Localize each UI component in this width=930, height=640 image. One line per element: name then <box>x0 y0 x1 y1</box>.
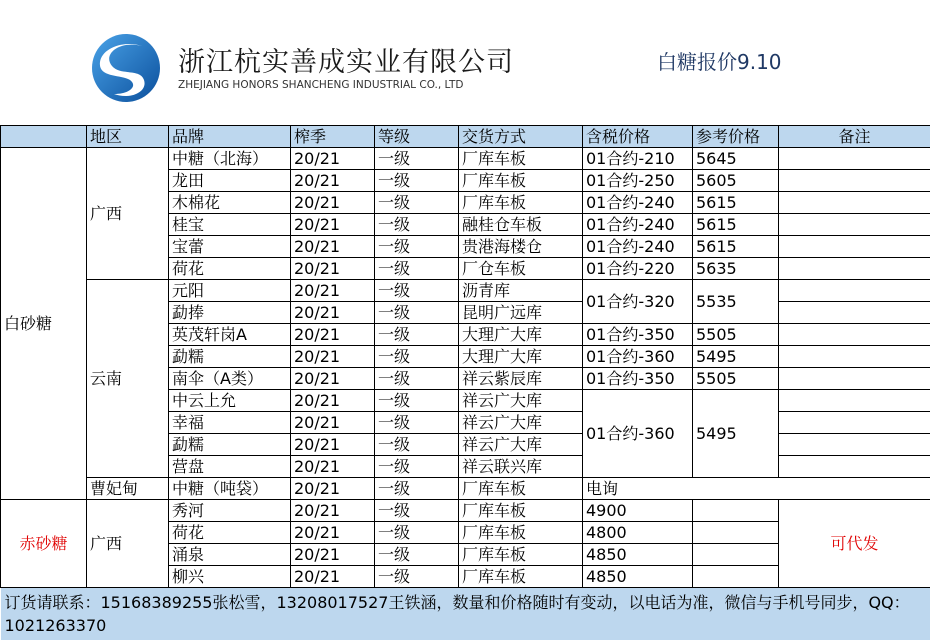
cell-grade: 一级 <box>375 544 459 566</box>
company-name-en: ZHEJIANG HONORS SHANCHENG INDUSTRIAL CO., LTD <box>178 79 463 91</box>
cell-brand: 荷花 <box>169 522 291 544</box>
cell-grade: 一级 <box>375 390 459 412</box>
cell-season: 20/21 <box>291 214 375 236</box>
cell-tax-price: 01合约-360 <box>583 390 693 478</box>
cell-grade: 一级 <box>375 258 459 280</box>
cell-delivery: 厂库车板 <box>459 544 583 566</box>
cell-season: 20/21 <box>291 412 375 434</box>
cell-season: 20/21 <box>291 192 375 214</box>
cell-grade: 一级 <box>375 324 459 346</box>
cell-brand: 英茂轩岗A <box>169 324 291 346</box>
cell-season: 20/21 <box>291 500 375 522</box>
cell-ref-price: 5605 <box>693 170 779 192</box>
cell-remark <box>779 192 930 214</box>
cell-ref-price: 5615 <box>693 214 779 236</box>
cell-tax-price: 4800 <box>583 522 693 544</box>
header-season: 榨季 <box>291 126 375 148</box>
cell-brand: 勐糯 <box>169 434 291 456</box>
cell-brand: 木棉花 <box>169 192 291 214</box>
cell-ref-price: 5495 <box>693 390 779 478</box>
cell-brand: 宝蕾 <box>169 236 291 258</box>
letterhead <box>0 0 930 125</box>
cell-remark <box>779 280 930 302</box>
region-yunnan: 云南 <box>87 280 169 478</box>
cell-tax-price: 01合约-360 <box>583 346 693 368</box>
cell-delivery: 厂库车板 <box>459 522 583 544</box>
cell-remark <box>779 324 930 346</box>
cell-season: 20/21 <box>291 368 375 390</box>
table-row <box>1 280 930 302</box>
cell-ref-price <box>693 500 779 522</box>
cell-grade: 一级 <box>375 522 459 544</box>
region-guangxi: 广西 <box>87 148 169 280</box>
cell-season: 20/21 <box>291 280 375 302</box>
category-brown-sugar: 赤砂糖 <box>1 500 87 588</box>
cell-delivery: 祥云广大库 <box>459 390 583 412</box>
cell-grade: 一级 <box>375 192 459 214</box>
cell-season: 20/21 <box>291 566 375 588</box>
cell-brand: 龙田 <box>169 170 291 192</box>
cell-ref-price: 5615 <box>693 192 779 214</box>
cell-remark <box>779 214 930 236</box>
cell-ref-price: 5505 <box>693 324 779 346</box>
table-header-row <box>1 126 930 148</box>
cell-brand: 中糖（北海） <box>169 148 291 170</box>
header-tax-price: 含税价格 <box>583 126 693 148</box>
cell-tax-price: 01合约-350 <box>583 324 693 346</box>
cell-grade: 一级 <box>375 456 459 478</box>
cell-delivery: 厂库车板 <box>459 566 583 588</box>
cell-remark <box>779 390 930 412</box>
cell-ref-price <box>693 566 779 588</box>
remark-can-ship: 可代发 <box>779 500 930 588</box>
cell-season: 20/21 <box>291 324 375 346</box>
table-row <box>1 148 930 170</box>
cell-grade: 一级 <box>375 368 459 390</box>
cell-delivery: 大理广大库 <box>459 324 583 346</box>
cell-remark <box>779 368 930 390</box>
price-table <box>0 125 930 640</box>
cell-tax-price: 4850 <box>583 544 693 566</box>
company-name-cn: 浙江杭实善成实业有限公司 <box>178 40 514 79</box>
swirl-logo-icon <box>90 32 162 104</box>
cell-tax-price: 4850 <box>583 566 693 588</box>
cell-delivery: 厂仓车板 <box>459 258 583 280</box>
cell-grade: 一级 <box>375 346 459 368</box>
cell-tax-price: 电询 <box>583 478 930 500</box>
header-delivery: 交货方式 <box>459 126 583 148</box>
cell-season: 20/21 <box>291 434 375 456</box>
table-row <box>1 500 930 522</box>
cell-tax-price: 4900 <box>583 500 693 522</box>
header-category <box>1 126 87 148</box>
cell-brand: 秀河 <box>169 500 291 522</box>
cell-delivery: 厂库车板 <box>459 192 583 214</box>
cell-brand: 桂宝 <box>169 214 291 236</box>
cell-delivery: 贵港海楼仓 <box>459 236 583 258</box>
quote-title: 白糖报价9.10 <box>657 46 782 75</box>
cell-delivery: 厂库车板 <box>459 170 583 192</box>
cell-ref-price: 5615 <box>693 236 779 258</box>
cell-delivery: 厂库车板 <box>459 500 583 522</box>
cell-tax-price: 01合约-240 <box>583 214 693 236</box>
cell-delivery: 大理广大库 <box>459 346 583 368</box>
cell-tax-price: 01合约-210 <box>583 148 693 170</box>
cell-tax-price: 01合约-240 <box>583 236 693 258</box>
cell-delivery: 祥云紫辰库 <box>459 368 583 390</box>
cell-grade: 一级 <box>375 434 459 456</box>
cell-season: 20/21 <box>291 346 375 368</box>
cell-season: 20/21 <box>291 390 375 412</box>
cell-grade: 一级 <box>375 566 459 588</box>
cell-ref-price: 5635 <box>693 258 779 280</box>
cell-grade: 一级 <box>375 478 459 500</box>
cell-ref-price: 5535 <box>693 280 779 324</box>
cell-grade: 一级 <box>375 214 459 236</box>
cell-brand: 荷花 <box>169 258 291 280</box>
region-guangxi-brown: 广西 <box>87 500 169 588</box>
cell-ref-price <box>693 544 779 566</box>
cell-remark <box>779 170 930 192</box>
cell-season: 20/21 <box>291 148 375 170</box>
cell-delivery: 祥云联兴库 <box>459 456 583 478</box>
cell-brand: 中云上允 <box>169 390 291 412</box>
cell-grade: 一级 <box>375 500 459 522</box>
cell-season: 20/21 <box>291 302 375 324</box>
cell-delivery: 厂库车板 <box>459 478 583 500</box>
cell-season: 20/21 <box>291 456 375 478</box>
cell-brand: 营盘 <box>169 456 291 478</box>
cell-grade: 一级 <box>375 412 459 434</box>
header-region: 地区 <box>87 126 169 148</box>
header-ref-price: 参考价格 <box>693 126 779 148</box>
cell-remark <box>779 456 930 478</box>
cell-grade: 一级 <box>375 148 459 170</box>
cell-delivery: 昆明广远库 <box>459 302 583 324</box>
cell-brand: 勐捧 <box>169 302 291 324</box>
cell-tax-price: 01合约-250 <box>583 170 693 192</box>
cell-remark <box>779 236 930 258</box>
cell-grade: 一级 <box>375 280 459 302</box>
cell-grade: 一级 <box>375 236 459 258</box>
cell-ref-price: 5645 <box>693 148 779 170</box>
cell-season: 20/21 <box>291 236 375 258</box>
cell-brand: 幸福 <box>169 412 291 434</box>
cell-ref-price <box>693 522 779 544</box>
cell-season: 20/21 <box>291 478 375 500</box>
cell-remark <box>779 434 930 456</box>
cell-delivery: 厂库车板 <box>459 148 583 170</box>
header-brand: 品牌 <box>169 126 291 148</box>
region-caofeidian: 曹妃甸 <box>87 478 169 500</box>
cell-delivery: 祥云广大库 <box>459 412 583 434</box>
table-row <box>1 478 930 500</box>
cell-brand: 元阳 <box>169 280 291 302</box>
footer-row <box>1 588 930 640</box>
header-remark: 备注 <box>779 126 930 148</box>
header-grade: 等级 <box>375 126 459 148</box>
cell-tax-price: 01合约-220 <box>583 258 693 280</box>
cell-brand: 勐糯 <box>169 346 291 368</box>
category-white-sugar: 白砂糖 <box>1 148 87 500</box>
cell-brand: 中糖（吨袋） <box>169 478 291 500</box>
cell-remark <box>779 412 930 434</box>
contact-notice: 订货请联系：15168389255张松雪，13208017527王铁涵，数量和价格随时有变动，以电话为准，微信与手机号同步，QQ：1021263370 <box>1 588 930 640</box>
cell-remark <box>779 258 930 280</box>
cell-remark <box>779 302 930 324</box>
cell-season: 20/21 <box>291 170 375 192</box>
cell-delivery: 祥云广大库 <box>459 434 583 456</box>
cell-remark <box>779 346 930 368</box>
cell-tax-price: 01合约-240 <box>583 192 693 214</box>
cell-brand: 涌泉 <box>169 544 291 566</box>
cell-season: 20/21 <box>291 522 375 544</box>
cell-brand: 柳兴 <box>169 566 291 588</box>
cell-tax-price: 01合约-320 <box>583 280 693 324</box>
cell-tax-price: 01合约-350 <box>583 368 693 390</box>
cell-season: 20/21 <box>291 544 375 566</box>
cell-grade: 一级 <box>375 170 459 192</box>
cell-season: 20/21 <box>291 258 375 280</box>
cell-remark <box>779 148 930 170</box>
cell-grade: 一级 <box>375 302 459 324</box>
cell-ref-price: 5505 <box>693 368 779 390</box>
cell-brand: 南伞（A类） <box>169 368 291 390</box>
cell-ref-price: 5495 <box>693 346 779 368</box>
cell-delivery: 沥青库 <box>459 280 583 302</box>
cell-delivery: 融桂仓车板 <box>459 214 583 236</box>
